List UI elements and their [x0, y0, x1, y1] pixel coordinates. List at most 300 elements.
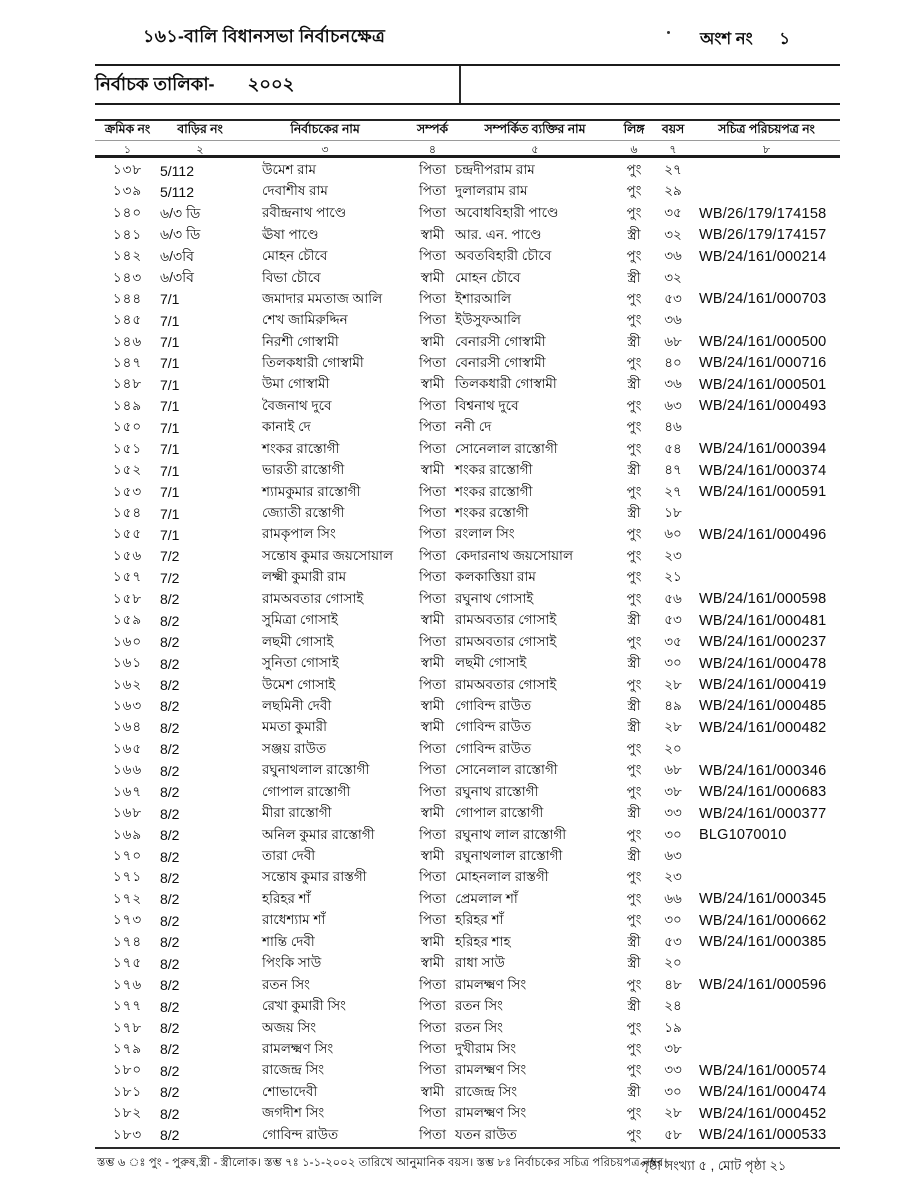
relation-cell: পিতা	[418, 762, 447, 778]
relative-name-cell: শংকর রাস্তোগী	[455, 462, 533, 478]
gender-cell: স্ত্রী	[627, 462, 641, 478]
gender-cell: পুং	[626, 397, 642, 413]
relative-name-cell: ইউসুফআলি	[455, 312, 521, 328]
col-number-3: ৩	[321, 144, 329, 156]
gender-cell: পুং	[626, 976, 642, 992]
age-cell: ৩৬	[664, 248, 682, 264]
relative-name-cell: রঘুনাথ গোসাই	[455, 590, 534, 606]
elector-name-cell: দেবাশীষ রাম	[262, 183, 328, 199]
gender-cell: পুং	[626, 419, 642, 435]
serial-cell: ১৫০	[112, 419, 143, 435]
house-no-cell: 5/112	[160, 183, 194, 200]
age-cell: ৫৬	[664, 590, 682, 606]
house-no-cell: 7/1	[160, 441, 180, 458]
table-header-row	[95, 119, 840, 140]
col-number-2: ২	[196, 144, 204, 156]
roll-title	[95, 66, 294, 103]
elector-name-cell: মমতা কুমারী	[262, 719, 327, 735]
elector-name-cell: শ্যামকুমার রাস্তোগী	[262, 483, 361, 499]
relation-cell: স্বামী	[420, 848, 445, 863]
elector-name-cell: ভারতী রাস্তোগী	[262, 462, 345, 478]
age-cell: ৩০	[664, 655, 682, 671]
table-row	[95, 545, 840, 566]
table-row	[95, 159, 840, 180]
house-no-cell: 8/2	[160, 612, 180, 629]
age-cell: ৪৯	[664, 697, 682, 713]
table-row	[95, 952, 840, 973]
relative-name-cell: সোনেলাল রাস্তোগী	[455, 440, 558, 456]
age-cell: ২৭	[664, 483, 682, 499]
age-cell: ৫৩	[664, 612, 682, 628]
serial-cell: ১৮১	[112, 1083, 143, 1099]
epic-number-cell: WB/24/161/000377	[699, 805, 827, 822]
gender-cell: পুং	[626, 890, 642, 906]
gender-cell: স্ত্রী	[627, 505, 641, 520]
roll-title-box	[95, 64, 840, 105]
serial-cell: ১৬৪	[112, 719, 143, 735]
house-no-cell: 8/2	[160, 934, 180, 951]
house-no-cell: 8/2	[160, 655, 180, 672]
house-no-cell: 8/2	[160, 719, 180, 736]
serial-cell: ১৪৭	[112, 354, 143, 370]
serial-cell: ১৭৯	[112, 1040, 143, 1056]
age-cell: ৩৮	[664, 783, 682, 799]
age-cell: ১৯	[664, 1019, 682, 1035]
table-row	[95, 459, 840, 480]
epic-number-cell: WB/24/161/000394	[699, 441, 827, 458]
serial-cell: ১৪১	[112, 226, 143, 242]
epic-number-cell: WB/24/161/000214	[699, 248, 827, 265]
table-row	[95, 481, 840, 502]
gender-cell: পুং	[626, 483, 642, 499]
epic-number-cell: WB/24/161/000482	[699, 719, 827, 736]
epic-number-cell: WB/26/179/174157	[699, 227, 827, 244]
epic-number-cell: WB/24/161/000481	[699, 612, 827, 629]
house-no-cell: ৬/৩বি	[160, 269, 194, 286]
epic-number-cell: WB/24/161/000374	[699, 462, 827, 479]
serial-cell: ১৪৯	[112, 397, 143, 413]
house-no-cell: 8/2	[160, 784, 180, 801]
col-number-5: ৫	[531, 144, 539, 156]
gender-cell: স্ত্রী	[627, 655, 641, 671]
epic-number-cell: WB/24/161/000237	[699, 634, 827, 651]
age-cell: ২৩	[664, 869, 682, 885]
house-no-cell: 8/2	[160, 1105, 180, 1122]
footer-note: স্তম্ভ ৬ ঃ পুং - পুরুষ,স্ত্রী - স্ত্রীলোক। স্তম্ভ ৭ঃ ১-১-২০০২ তারিখে আনুমানিক বয়স। স্তম্ভ ৮ঃ নির্বাচকের সচিত্র পরিচয়পত্র নম্বর।	[97, 1157, 668, 1169]
gender-cell: পুং	[626, 440, 642, 456]
relation-cell: পিতা	[418, 483, 447, 499]
relative-name-cell: গোপাল রাস্তোগী	[455, 805, 544, 821]
serial-cell: ১৪২	[112, 248, 143, 264]
relation-cell: স্বামী	[420, 955, 445, 971]
part-number-label: অংশ নং	[700, 30, 753, 48]
table-row	[95, 802, 840, 823]
roll-title-label: নির্বাচক তালিকা-	[95, 74, 215, 94]
relative-name-cell: রতন সিং	[455, 1019, 503, 1035]
relation-cell: স্বামী	[420, 697, 445, 713]
elector-name-cell: রাধেশ্যাম শাঁ	[262, 912, 326, 928]
house-no-cell: 8/2	[160, 1127, 180, 1144]
relative-name-cell: রঘুনাথ লাল রাস্তোগী	[455, 826, 567, 842]
relation-cell: পিতা	[418, 312, 447, 328]
gender-cell: পুং	[626, 783, 642, 799]
elector-name-cell: গোবিন্দ রাউত	[262, 1126, 339, 1142]
epic-number-cell: WB/24/161/000574	[699, 1062, 827, 1079]
relative-name-cell: আর. এন. পাণ্ডে	[455, 226, 542, 242]
age-cell: ৬৩	[664, 848, 682, 863]
house-no-cell: 8/2	[160, 869, 180, 886]
relative-name-cell: বেনারসী গোস্বামী	[455, 354, 546, 370]
age-cell: ৩২	[664, 269, 682, 285]
relative-name-cell: ইশারআলি	[455, 290, 512, 306]
gender-cell: পুং	[626, 633, 642, 649]
epic-number-cell: WB/24/161/000485	[699, 698, 827, 715]
age-cell: ৫৮	[664, 1126, 682, 1142]
relation-cell: পিতা	[418, 869, 447, 885]
table-row	[95, 866, 840, 887]
gender-cell: পুং	[626, 205, 642, 221]
relative-name-cell: প্রেমলাল শাঁ	[455, 890, 518, 906]
age-cell: ৬৩	[664, 397, 682, 413]
age-cell: ৪৬	[664, 419, 682, 435]
serial-cell: ১৬৯	[112, 826, 143, 842]
age-cell: ২১	[664, 569, 682, 585]
age-cell: ৩০	[664, 826, 682, 842]
house-no-cell: 8/2	[160, 1062, 180, 1079]
house-no-cell: 8/2	[160, 955, 180, 972]
relative-name-cell: মোহন চৌবে	[455, 269, 521, 285]
age-cell: ৫৪	[664, 440, 682, 456]
relation-cell: স্বামী	[420, 376, 445, 392]
serial-cell: ১৪৬	[112, 333, 143, 349]
relative-name-cell: হরিহর শাহ	[455, 933, 511, 949]
elector-name-cell: তিলকধারী গোস্বামী	[262, 354, 364, 370]
relation-cell: পিতা	[418, 740, 447, 756]
elector-name-cell: শংকর রাস্তোগী	[262, 440, 340, 456]
epic-number-cell: WB/24/161/000385	[699, 934, 827, 951]
relative-name-cell: রাধা সাউ	[455, 955, 505, 971]
relative-name-cell: যতন রাউত	[455, 1126, 517, 1142]
table-row	[95, 245, 840, 266]
relative-name-cell: গোবিন্দ রাউত	[455, 697, 532, 713]
col-number-4: ৪	[428, 144, 437, 156]
house-no-cell: 8/2	[160, 591, 180, 608]
elector-name-cell: বৈজনাথ দুবে	[262, 397, 332, 413]
gender-cell: পুং	[626, 590, 642, 606]
serial-cell: ১৫৮	[112, 590, 143, 606]
table-row	[95, 395, 840, 416]
relation-cell: স্বামী	[420, 933, 445, 949]
table-row	[95, 1081, 840, 1102]
age-cell: ২৭	[664, 162, 682, 177]
epic-number-cell: WB/26/179/174158	[699, 205, 827, 222]
relation-cell: পিতা	[418, 1126, 447, 1142]
epic-number-cell: WB/24/161/000501	[699, 376, 827, 393]
gender-cell: স্ত্রী	[627, 933, 641, 949]
epic-number-cell: WB/24/161/000596	[699, 977, 827, 994]
serial-cell: ১৫৭	[112, 569, 143, 585]
relative-name-cell: রঘুনাথ রাস্তোগী	[455, 783, 539, 799]
age-cell: ৪০	[664, 354, 682, 370]
serial-cell: ১৬৩	[112, 697, 143, 713]
age-cell: ৩৫	[664, 205, 682, 221]
part-number	[700, 26, 790, 53]
box-divider	[459, 66, 461, 103]
gender-cell: পুং	[626, 1062, 642, 1078]
table-row	[95, 674, 840, 695]
elector-name-cell: নিরশী গোস্বামী	[262, 333, 339, 349]
scan-artifact-dot	[667, 31, 670, 34]
serial-cell: ১৪৫	[112, 312, 143, 328]
serial-cell: ১৩৯	[112, 183, 143, 199]
house-no-cell: 7/1	[160, 334, 180, 350]
gender-cell: পুং	[626, 248, 642, 264]
serial-cell: ১৫৩	[112, 483, 143, 499]
relative-name-cell: দুলালরাম রাম	[455, 183, 528, 199]
serial-cell: ১৫২	[112, 462, 143, 478]
relative-name-cell: মোহনলাল রাস্তগী	[455, 869, 549, 885]
serial-cell: ১৫৬	[112, 547, 143, 563]
relation-cell: পিতা	[418, 248, 447, 264]
gender-cell: স্ত্রী	[627, 848, 641, 863]
relative-name-cell: অবতবিহারী চৌবে	[455, 248, 552, 264]
house-no-cell: 7/1	[160, 355, 180, 372]
relation-cell: পিতা	[418, 590, 447, 606]
col-header-house: বাড়ির নং	[177, 122, 223, 136]
gender-cell: পুং	[626, 354, 642, 370]
gender-cell: স্ত্রী	[627, 1083, 641, 1099]
table-row	[95, 995, 840, 1016]
table-row	[95, 331, 840, 352]
relation-cell: পিতা	[418, 1105, 447, 1121]
house-no-cell: 8/2	[160, 827, 180, 844]
house-no-cell: 7/1	[160, 376, 180, 393]
relation-cell: পিতা	[418, 440, 447, 456]
house-no-cell: 7/2	[160, 569, 180, 586]
serial-cell: ১৪৩	[112, 269, 143, 285]
relative-name-cell: রামলক্ষ্মণ সিং	[455, 1105, 527, 1121]
gender-cell: পুং	[626, 290, 642, 306]
relative-name-cell: রামলক্ষ্মণ সিং	[455, 1062, 527, 1078]
elector-name-cell: কানাই দে	[262, 419, 311, 435]
elector-name-cell: শেখ জামিরুদ্দিন	[262, 312, 348, 328]
house-no-cell: ৬/৩ ডি	[160, 204, 201, 221]
relative-name-cell: বিশ্বনাথ দুবে	[455, 397, 519, 413]
epic-number-cell: WB/24/161/000419	[699, 677, 827, 693]
table-row	[95, 781, 840, 802]
epic-number-cell: WB/24/161/000474	[699, 1084, 827, 1101]
serial-cell: ১৫৯	[112, 612, 143, 628]
age-cell: ৫৩	[664, 290, 682, 306]
house-no-cell: 8/2	[160, 634, 180, 651]
relative-name-cell: শংকর রাস্তোগী	[455, 483, 533, 499]
house-no-cell: 8/2	[160, 805, 180, 822]
relation-cell: পিতা	[418, 676, 447, 692]
table-row	[95, 1102, 840, 1123]
epic-number-cell: WB/24/161/000533	[699, 1127, 827, 1144]
serial-cell: ১৭২	[112, 890, 143, 906]
serial-cell: ১৮৩	[112, 1126, 143, 1142]
epic-number-cell: WB/24/161/000703	[699, 291, 827, 308]
age-cell: ৬৮	[664, 762, 682, 778]
elector-name-cell: সন্তোষ কুমার রাস্তগী	[262, 869, 367, 885]
elector-name-cell: জ্যোতী রস্তোগী	[262, 505, 345, 520]
house-no-cell: 8/2	[160, 1084, 180, 1101]
voter-rows	[95, 159, 840, 1145]
age-cell: ২০	[664, 955, 682, 971]
elector-name-cell: রামকৃপাল সিং	[262, 526, 336, 542]
gender-cell: স্ত্রী	[627, 998, 641, 1014]
age-cell: ৩৩	[664, 1062, 682, 1078]
col-number-1: ১	[123, 144, 132, 156]
serial-cell: ১৫৪	[112, 505, 143, 520]
relation-cell: পিতা	[418, 1040, 447, 1056]
age-cell: ৩৫	[664, 633, 682, 649]
relative-name-cell: অবোধবিহারী পাণ্ডে	[455, 205, 559, 221]
relation-cell: স্বামী	[420, 1083, 445, 1099]
gender-cell: পুং	[626, 826, 642, 842]
age-cell: ৩৩	[664, 805, 682, 821]
house-no-cell: 8/2	[160, 698, 180, 715]
table-row	[95, 309, 840, 330]
table-row	[95, 1124, 840, 1145]
relative-name-cell: হরিহর শাঁ	[455, 912, 504, 928]
table-row	[95, 180, 840, 201]
table-row	[95, 1038, 840, 1059]
relation-cell: পিতা	[418, 912, 447, 928]
epic-number-cell: WB/24/161/000598	[699, 591, 827, 608]
elector-name-cell: সুমিত্রা গোসাই	[262, 612, 338, 628]
age-cell: ৪৭	[664, 462, 682, 478]
relation-cell: পিতা	[418, 354, 447, 370]
gender-cell: পুং	[626, 912, 642, 928]
age-cell: ৩৬	[664, 376, 682, 392]
house-no-cell: 7/1	[160, 291, 180, 308]
table-row	[95, 352, 840, 373]
relation-cell: পিতা	[418, 526, 447, 542]
gender-cell: পুং	[626, 676, 642, 692]
column-number-row	[95, 140, 840, 158]
table-row	[95, 845, 840, 866]
gender-cell: পুং	[626, 312, 642, 328]
elector-name-cell: পিংকি সাউ	[262, 955, 322, 971]
age-cell: ৬৬	[664, 890, 682, 906]
table-row	[95, 202, 840, 223]
relative-name-cell: দুখীরাম সিং	[455, 1040, 516, 1056]
house-no-cell: 8/2	[160, 741, 180, 758]
relation-cell: স্বামী	[420, 333, 445, 349]
relation-cell: স্বামী	[420, 805, 445, 821]
elector-name-cell: মোহন চৌবে	[262, 248, 328, 264]
house-no-cell: 8/2	[160, 891, 180, 908]
relation-cell: স্বামী	[420, 462, 445, 478]
house-no-cell: 5/112	[160, 162, 194, 179]
relation-cell: স্বামী	[420, 719, 445, 735]
gender-cell: স্ত্রী	[627, 805, 641, 821]
epic-number-cell: WB/24/161/000478	[699, 655, 827, 672]
elector-name-cell: সুনিতা গোসাই	[262, 655, 339, 671]
serial-cell: ১৮২	[112, 1105, 143, 1121]
table-row	[95, 438, 840, 459]
house-no-cell: 7/1	[160, 505, 180, 522]
serial-cell: ১৫৫	[112, 526, 143, 542]
relative-name-cell: লছমী গোসাই	[455, 655, 527, 671]
epic-number-cell: WB/24/161/000346	[699, 762, 827, 779]
elector-name-cell: অনিল কুমার রাস্তোগী	[262, 826, 375, 842]
house-no-cell: 7/2	[160, 548, 180, 565]
footer-rule	[95, 1147, 840, 1149]
gender-cell: স্ত্রী	[627, 226, 641, 242]
elector-name-cell: লছমিনী দেবী	[262, 697, 332, 713]
table-row	[95, 523, 840, 544]
col-header-name: নির্বাচকের নাম	[290, 122, 360, 136]
gender-cell: স্ত্রী	[627, 697, 641, 713]
relation-cell: পিতা	[418, 826, 447, 842]
age-cell: ৬০	[664, 526, 682, 542]
gender-cell: পুং	[626, 869, 642, 885]
col-header-serial: ক্রমিক নং	[104, 122, 151, 136]
serial-cell: ১৬২	[112, 676, 143, 692]
col-number-8: ৮	[762, 144, 771, 156]
gender-cell: পুং	[626, 526, 642, 542]
epic-number-cell: WB/24/161/000496	[699, 526, 827, 543]
table-row	[95, 373, 840, 394]
age-cell: ৪৮	[664, 976, 682, 992]
page-info: পৃষ্ঠা সংখ্যা ৫ , মোট পৃষ্ঠা ২১	[640, 1158, 787, 1173]
elector-name-cell: রেখা কুমারী সিং	[262, 998, 346, 1014]
age-cell: ২৪	[664, 998, 682, 1014]
elector-name-cell: শোভাদেবী	[262, 1083, 318, 1099]
col-number-6: ৬	[630, 144, 638, 156]
relation-cell: পিতা	[418, 397, 447, 413]
elector-name-cell: তারা দেবী	[262, 848, 316, 863]
epic-number-cell: WB/24/161/000452	[699, 1105, 827, 1122]
gender-cell: স্ত্রী	[627, 333, 641, 349]
table-row	[95, 824, 840, 845]
house-no-cell: 8/2	[160, 977, 180, 994]
relation-cell: পিতা	[418, 633, 447, 649]
gender-cell: পুং	[626, 162, 642, 177]
relative-name-cell: ননী দে	[455, 419, 492, 435]
relation-cell: পিতা	[418, 162, 447, 177]
elector-name-cell: মীরা রাস্তোগী	[262, 805, 332, 821]
elector-name-cell: উমেশ রাম	[262, 162, 317, 177]
elector-name-cell: উমা গোস্বামী	[262, 376, 330, 392]
house-no-cell: 7/1	[160, 462, 180, 479]
house-no-cell: 8/2	[160, 762, 180, 779]
epic-number-cell: WB/24/161/000683	[699, 784, 827, 801]
relative-name-cell: কেদারনাথ জয়সোয়াল	[455, 547, 574, 563]
serial-cell: ১৭৪	[112, 933, 143, 949]
relative-name-cell: রংলাল সিং	[455, 526, 515, 542]
relative-name-cell: রাজেন্দ্র সিং	[455, 1083, 518, 1099]
relative-name-cell: রঘুনাথলাল রাস্তোগী	[455, 848, 563, 863]
house-no-cell: 8/2	[160, 677, 180, 693]
elector-name-cell: সন্তোষ কুমার জয়সোয়াল	[262, 547, 394, 563]
table-row	[95, 566, 840, 587]
constituency-title: ১৬১-বালি বিধানসভা নির্বাচনক্ষেত্র	[143, 26, 386, 46]
table-row	[95, 909, 840, 930]
serial-cell: ১৫১	[112, 440, 143, 456]
col-header-epic: সচিত্র পরিচয়পত্র নং	[718, 122, 815, 136]
relation-cell: পিতা	[418, 505, 447, 520]
gender-cell: পুং	[626, 569, 642, 585]
elector-name-cell: রঘুনাথলাল রাস্তোগী	[262, 762, 370, 778]
relative-name-cell: শংকর রস্তোগী	[455, 505, 529, 520]
elector-name-cell: রাজেন্দ্র সিং	[262, 1062, 325, 1078]
epic-number-cell: BLG1070010	[699, 827, 787, 844]
serial-cell: ১৪৮	[112, 376, 143, 392]
